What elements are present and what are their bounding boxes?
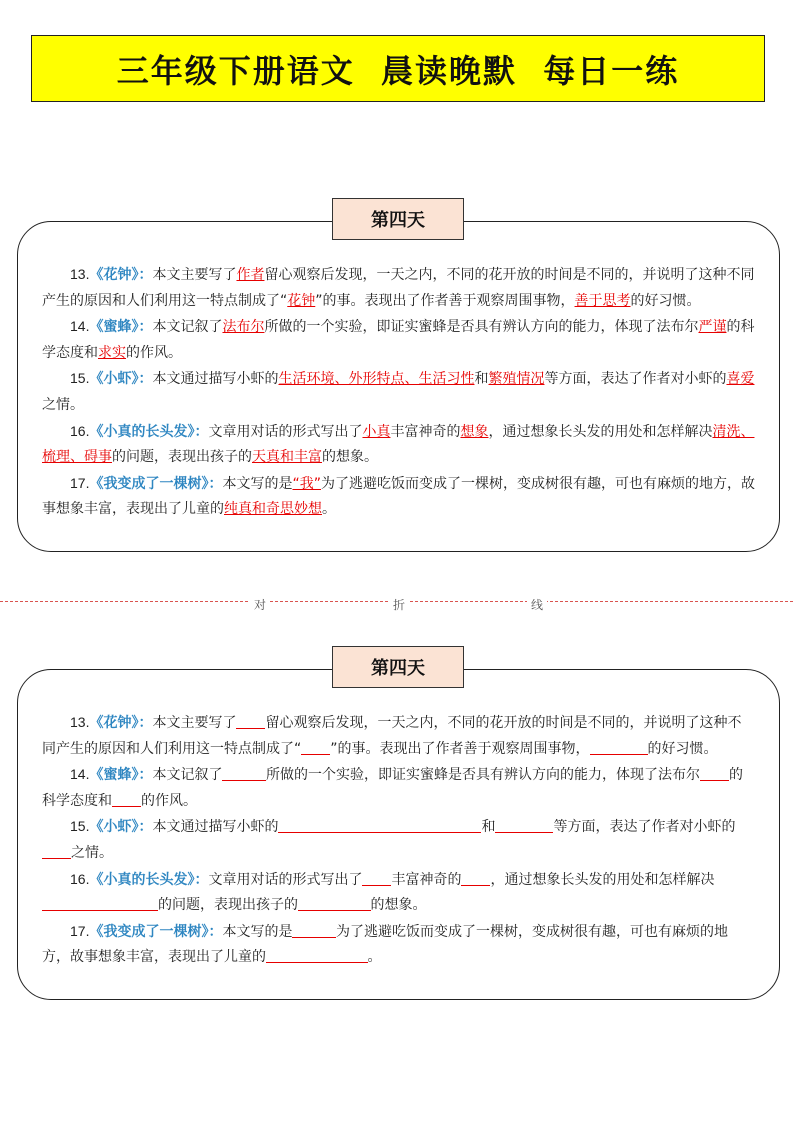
item-number: 17. — [70, 474, 90, 491]
fill-blank[interactable] — [266, 947, 368, 963]
answer-text: 法布尔 — [222, 319, 265, 336]
lesson-title: 《蜜蜂》： — [89, 319, 153, 336]
body-text: 和 — [481, 819, 496, 836]
answer-text: 想象 — [460, 423, 489, 440]
body-text: 的作风。 — [126, 344, 182, 361]
body-text: ”的事。表现出了作者善于观察周围事物， — [315, 292, 575, 309]
answer-text: 严谨 — [698, 319, 727, 336]
answer-text: 纯真和奇思妙想 — [224, 501, 322, 518]
body-text: 本文通过描写小虾的 — [152, 371, 279, 388]
fill-blank[interactable] — [298, 895, 371, 911]
blank-card — [17, 669, 780, 1000]
body-text: 的想象。 — [322, 449, 378, 466]
fill-blank[interactable] — [278, 817, 481, 833]
body-text: 的科学态度和 — [42, 319, 755, 361]
body-text: 本文通过描写小虾的 — [152, 819, 279, 836]
answer-text: 小真 — [362, 423, 391, 440]
fill-blank[interactable] — [362, 870, 391, 886]
exercise-item — [42, 762, 755, 814]
lesson-title: 《蜜蜂》： — [89, 767, 153, 784]
body-text: 的想象。 — [370, 897, 427, 914]
fill-blank[interactable] — [301, 739, 330, 755]
answer-text: 清洗、梳理、碍事 — [42, 423, 755, 466]
body-text: 和 — [474, 371, 489, 388]
fill-blank[interactable] — [236, 713, 265, 729]
item-number: 14. — [70, 318, 90, 335]
body-text: ”的事。表现出了作者善于观察周围事物， — [330, 740, 590, 757]
lesson-title: 《小真的长头发》： — [89, 871, 209, 888]
body-text: 的作风。 — [141, 792, 197, 809]
body-text: 丰富神奇的 — [390, 423, 461, 440]
answer-text: 喜爱 — [726, 371, 755, 388]
item-number: 15. — [70, 370, 90, 387]
exercise-item — [42, 314, 755, 366]
answer-card-day-tag: 第四天 — [332, 198, 464, 240]
answer-text: 求实 — [98, 344, 126, 361]
answer-text: “我” — [292, 475, 321, 492]
answer-text: 善于思考 — [574, 292, 631, 309]
body-text: 等方面，表达了作者对小虾的 — [553, 819, 736, 836]
exercise-item — [42, 419, 755, 471]
fill-blank[interactable] — [42, 895, 158, 911]
lesson-title: 《花钟》： — [89, 715, 153, 731]
body-text: 本文写的是 — [222, 923, 293, 940]
fill-blank[interactable] — [590, 739, 648, 755]
body-text: 所做的一个实验，即证实蜜蜂是否具有辨认方向的能力，体现了法布尔 — [265, 767, 700, 784]
body-text: 等方面，表达了作者对小虾的 — [544, 371, 727, 388]
body-text: ，通过想象长头发的用处和怎样解决 — [490, 871, 715, 888]
body-text: 所做的一个实验，即证实蜜蜂是否具有辨认方向的能力，体现了法布尔 — [264, 319, 699, 336]
body-text: 为了逃避吃饭而变成了一棵树，变成树很有趣，可也有麻烦的地方，故事想象丰富，表现出了儿童的 — [42, 475, 755, 518]
item-number: 17. — [70, 922, 90, 939]
body-text: 文章用对话的形式写出了 — [208, 871, 363, 888]
exercise-item — [42, 867, 755, 919]
item-number: 16. — [70, 870, 90, 887]
body-text: 的科学态度和 — [42, 767, 743, 809]
fill-blank[interactable] — [112, 791, 141, 807]
exercise-item — [42, 262, 755, 314]
answer-text: 天真和丰富 — [252, 449, 322, 466]
body-text: 丰富神奇的 — [391, 871, 462, 888]
body-text: 的问题，表现出孩子的 — [112, 449, 252, 466]
lesson-title: 《我变成了一棵树》： — [89, 475, 223, 492]
body-text: 留心观察后发现，一天之内，不同的花开放的时间是不同的，并说明了这种不同产生的原因和人们利用这一特点制成了“ — [42, 715, 742, 757]
answer-text: 生活环境、外形特点、生活习性 — [278, 371, 475, 388]
exercise-item — [42, 471, 755, 523]
lesson-title: 《我变成了一棵树》： — [89, 923, 223, 940]
body-text: 的问题，表现出孩子的 — [158, 897, 298, 914]
blank-card-day-tag: 第四天 — [332, 646, 464, 688]
lesson-title: 《花钟》： — [89, 267, 153, 283]
body-text: 本文主要写了 — [152, 267, 237, 283]
body-text: 。 — [322, 501, 336, 518]
body-text: 本文记叙了 — [152, 319, 223, 336]
exercise-item — [42, 366, 755, 418]
fill-blank[interactable] — [42, 843, 71, 859]
answer-text: 繁殖情况 — [488, 371, 545, 388]
item-number: 14. — [70, 766, 90, 783]
answer-card-content — [42, 262, 755, 523]
body-text: 为了逃避吃饭而变成了一棵树，变成树很有趣，可也有麻烦的地方，故事想象丰富，表现出了儿童的 — [42, 923, 728, 966]
answer-text: 作者 — [236, 267, 265, 283]
fold-label-2: 折 — [389, 596, 409, 613]
body-text: 留心观察后发现，一天之内，不同的花开放的时间是不同的，并说明了这种不同产生的原因和人们利用这一特点制成了“ — [42, 267, 755, 309]
item-number: 15. — [70, 818, 90, 835]
fold-label-1: 对 — [250, 596, 270, 613]
body-text: 本文记叙了 — [152, 767, 223, 784]
body-text: 。 — [367, 949, 382, 966]
body-text: 之情。 — [71, 844, 113, 861]
page-title: 三年级下册语文 晨读晚默 每日一练 — [116, 51, 680, 90]
body-text: 之情。 — [42, 396, 84, 413]
exercise-item — [42, 710, 755, 762]
body-text: 本文写的是 — [222, 475, 293, 492]
fold-label-3: 线 — [527, 596, 547, 613]
page-title-banner — [31, 35, 765, 102]
answer-text: 花钟 — [287, 292, 316, 309]
item-number: 16. — [70, 422, 90, 439]
body-text: 本文主要写了 — [152, 715, 237, 731]
body-text: ，通过想象长头发的用处和怎样解决 — [488, 423, 713, 440]
body-text: 的好习惯。 — [630, 292, 701, 309]
item-number: 13. — [70, 266, 90, 282]
fill-blank[interactable] — [461, 870, 490, 886]
lesson-title: 《小虾》： — [89, 819, 153, 836]
exercise-item — [42, 814, 755, 866]
body-text: 文章用对话的形式写出了 — [208, 423, 363, 440]
lesson-title: 《小真的长头发》： — [89, 423, 209, 440]
fill-blank[interactable] — [222, 765, 266, 781]
lesson-title: 《小虾》： — [89, 371, 153, 388]
item-number: 13. — [70, 714, 90, 730]
fill-blank[interactable] — [700, 765, 729, 781]
fill-blank[interactable] — [292, 922, 336, 938]
exercise-item — [42, 919, 755, 971]
blank-card-content — [42, 710, 755, 971]
body-text: 的好习惯。 — [647, 740, 718, 757]
answer-card — [17, 221, 780, 552]
fill-blank[interactable] — [495, 817, 553, 833]
